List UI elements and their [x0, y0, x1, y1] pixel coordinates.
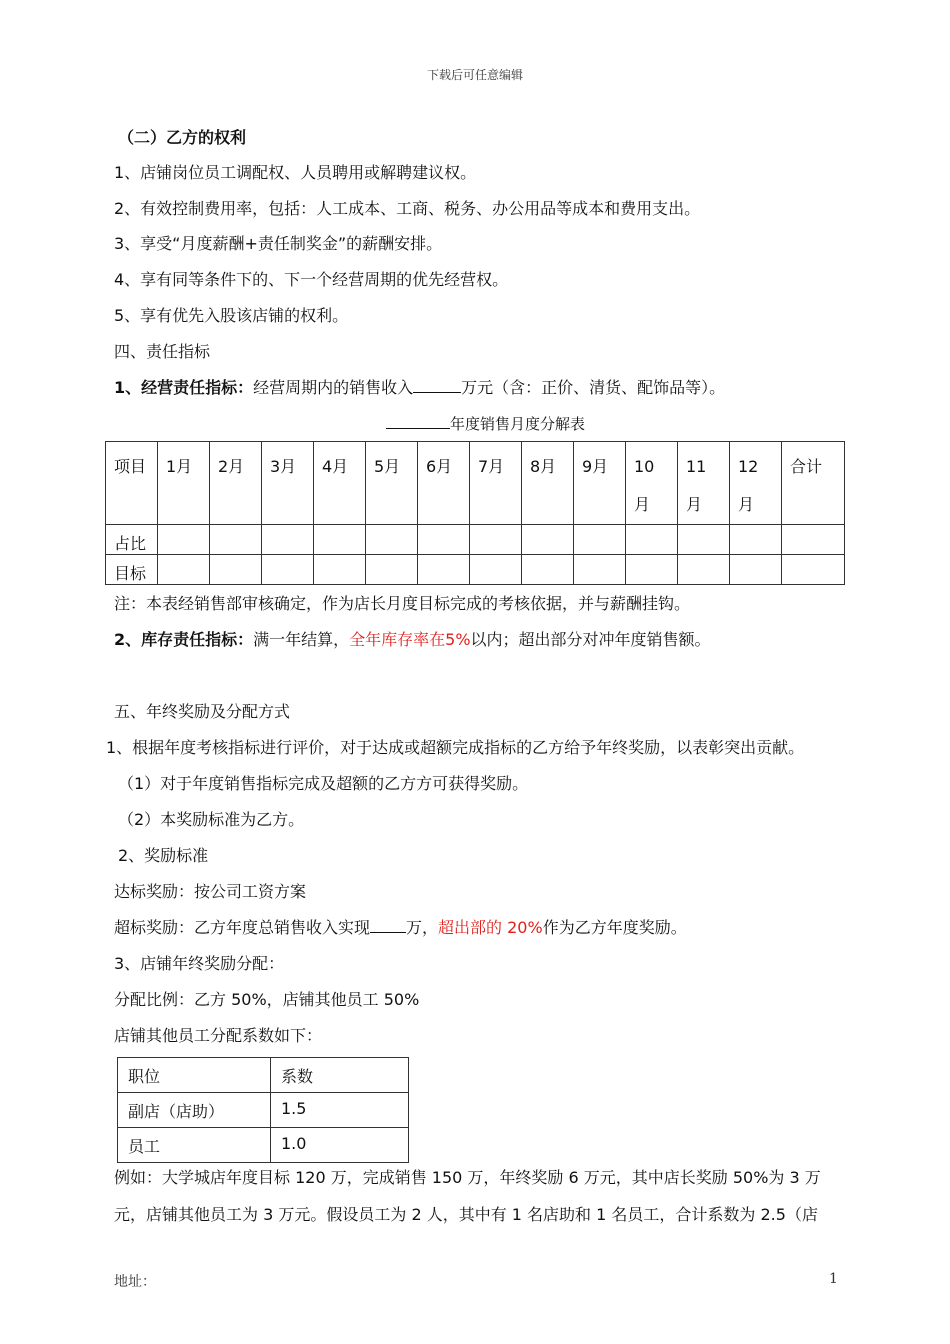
example-line-2: 元，店铺其他员工为 3 万元。假设员工为 2 人，其中有 1 名店助和 1 名员工，合计系数为 2.5（店 [114, 1205, 818, 1224]
table-cell [418, 525, 470, 555]
excess-bonus [114, 918, 687, 938]
table-cell [574, 555, 626, 585]
right-item-2: 2、有效控制费用率，包括：人工成本、工商、税务、办公用品等成本和费用支出。 [114, 199, 701, 218]
table-cell [678, 555, 730, 585]
bonus-item-2: 2、奖励标准 [118, 846, 209, 865]
right-item-1: 1、店铺岗位员工调配权、人员聘用或解聘建议权。 [114, 163, 477, 182]
kpi-operating-label: 1、经营责任指标： [114, 378, 254, 397]
monthly-sales-table [105, 441, 845, 585]
header-cell: 10 月 [626, 442, 678, 525]
kpi-inventory-label: 2、库存责任指标： [114, 630, 254, 649]
header-cell: 项目 [106, 442, 158, 525]
table-cell [262, 525, 314, 555]
row-label: 占比 [106, 525, 158, 555]
example-line-1: 例如：大学城店年度目标 120 万，完成销售 150 万，年终奖励 6 万元，其中店长奖励 50%为 3 万 [114, 1168, 821, 1187]
kpi-inventory-text-a: 满一年结算， [253, 630, 350, 649]
footer-address-label: 地址： [114, 1274, 156, 1290]
header-cell: 4月 [314, 442, 366, 525]
bonus-item-3: 3、店铺年终奖励分配： [114, 954, 285, 973]
table-cell [470, 525, 522, 555]
row-label: 目标 [106, 555, 158, 585]
table-cell [782, 555, 845, 585]
header-cell: 8月 [522, 442, 574, 525]
kpi-operating [114, 378, 725, 398]
table-cell [730, 525, 782, 555]
header-cell: 12 月 [730, 442, 782, 525]
header-cell: 7月 [470, 442, 522, 525]
table-cell [210, 555, 262, 585]
table-cell [730, 555, 782, 585]
header-cell: 合计 [782, 442, 845, 525]
header-cell: 系数 [271, 1058, 409, 1093]
section-title-year-end-bonus: 五、年终奖励及分配方式 [114, 702, 291, 721]
excess-highlight: 超出部的 20% [438, 918, 543, 937]
caption-blank [386, 414, 450, 429]
right-item-3: 3、享受“月度薪酬+责任制奖金”的薪酬安排。 [114, 234, 443, 253]
bonus-item-1a: （1）对于年度销售指标完成及超额的乙方方可获得奖励。 [118, 774, 529, 793]
sales-blank [413, 378, 461, 393]
header-cell: 3月 [262, 442, 314, 525]
page-number: 1 [829, 1271, 838, 1287]
header-cell: 9月 [574, 442, 626, 525]
table-cell [678, 525, 730, 555]
header-cell: 1月 [158, 442, 210, 525]
amount-blank [370, 918, 406, 933]
bonus-item-1: 1、根据年度考核指标进行评价，对于达成或超额完成指标的乙方给予年终奖励，以表彰突出贡献。 [106, 738, 805, 757]
table-cell [522, 525, 574, 555]
excess-bonus-text-c: 作为乙方年度奖励。 [542, 918, 687, 937]
table-caption-text: 年度销售月度分解表 [450, 415, 586, 433]
table-cell [522, 555, 574, 585]
page-header: 下载后可任意编辑 [426, 68, 523, 82]
table-cell [262, 555, 314, 585]
table-cell [158, 555, 210, 585]
table-cell [210, 525, 262, 555]
standard-bonus: 达标奖励：按公司工资方案 [114, 882, 307, 901]
right-item-5: 5、享有优先入股该店铺的权利。 [114, 306, 349, 325]
header-cell: 2月 [210, 442, 262, 525]
table-cell [366, 555, 418, 585]
table-row [118, 1128, 409, 1163]
table-cell [366, 525, 418, 555]
inventory-rate-highlight: 全年库存率在5% [349, 630, 471, 649]
section-title-party-b-rights: （二）乙方的权利 [118, 128, 247, 147]
table-cell [418, 555, 470, 585]
coefficient-table [117, 1057, 409, 1163]
section-title-responsibility: 四、责任指标 [114, 342, 211, 361]
table-cell: 1.0 [271, 1128, 409, 1163]
table-cell [626, 525, 678, 555]
table-cell [314, 525, 366, 555]
table-header-row [118, 1058, 409, 1093]
table-cell [314, 555, 366, 585]
table-cell [782, 525, 845, 555]
table-note: 注：本表经销售部审核确定，作为店长月度目标完成的考核依据，并与薪酬挂钩。 [114, 594, 691, 613]
right-item-4: 4、享有同等条件下的、下一个经营周期的优先经营权。 [114, 270, 509, 289]
kpi-operating-text-b: 万元（含：正价、清货、配饰品等）。 [461, 378, 726, 397]
header-cell: 11 月 [678, 442, 730, 525]
header-cell: 职位 [118, 1058, 271, 1093]
table-caption [386, 413, 585, 434]
table-cell [470, 555, 522, 585]
table-row [106, 555, 845, 585]
bonus-item-1b: （2）本奖励标准为乙方。 [118, 810, 305, 829]
header-cell: 6月 [418, 442, 470, 525]
table-row [118, 1093, 409, 1128]
header-cell: 5月 [366, 442, 418, 525]
table-header-row [106, 442, 845, 525]
kpi-operating-text-a: 经营周期内的销售收入 [253, 378, 414, 397]
table-cell [574, 525, 626, 555]
table-cell [626, 555, 678, 585]
table-cell [158, 525, 210, 555]
table-row [106, 525, 845, 555]
excess-bonus-text-a: 超标奖励：乙方年度总销售收入实现 [114, 918, 371, 937]
excess-bonus-text-b: 万， [406, 918, 439, 937]
table-cell: 1.5 [271, 1093, 409, 1128]
table-cell: 员工 [118, 1128, 271, 1163]
distribution-ratio: 分配比例：乙方 50%，店铺其他员工 50% [114, 990, 420, 1009]
coefficient-intro: 店铺其他员工分配系数如下： [114, 1026, 323, 1045]
table-cell: 副店（店助） [118, 1093, 271, 1128]
kpi-inventory-text-b: 以内；超出部分对冲年度销售额。 [470, 630, 711, 649]
kpi-inventory [114, 630, 711, 650]
